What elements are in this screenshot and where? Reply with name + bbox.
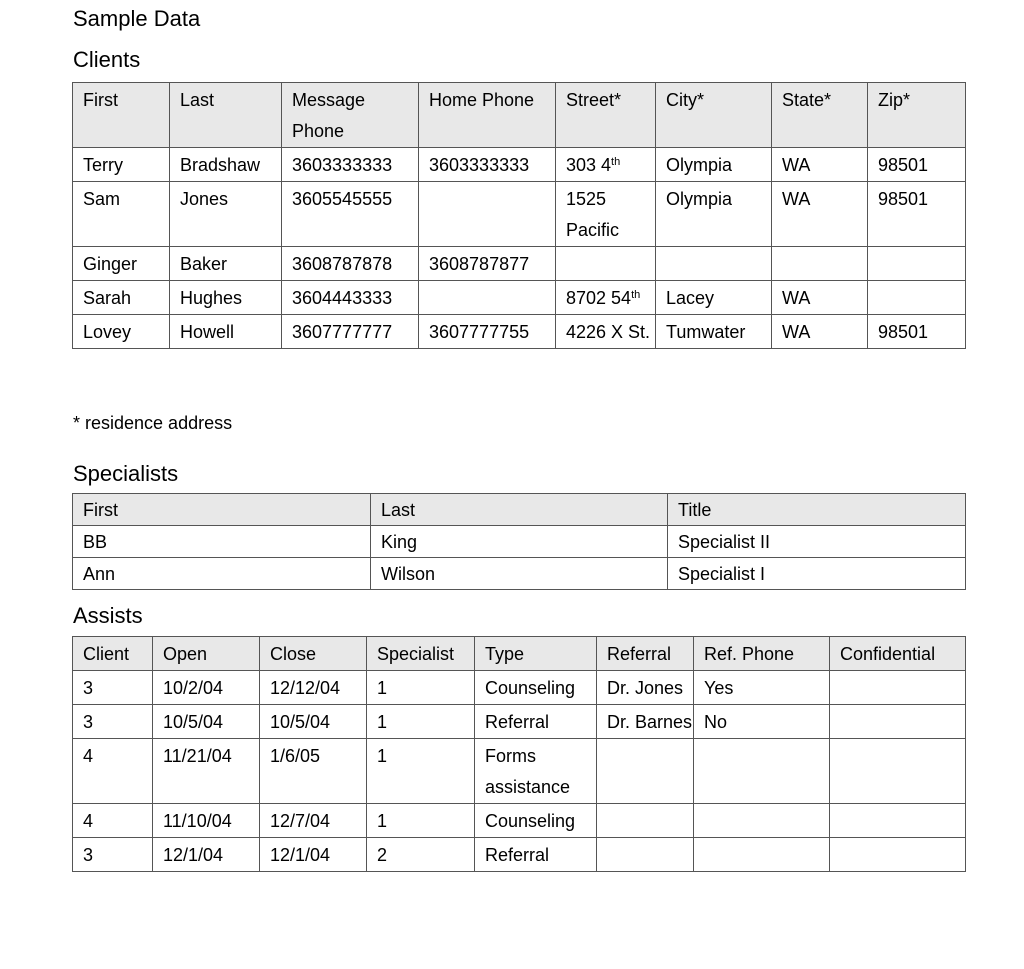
clients-header-cell: Street* [556, 83, 656, 148]
specialists-header-cell: Last [371, 494, 668, 526]
clients-cell: Tumwater [656, 315, 772, 349]
clients-cell: 3604443333 [282, 281, 419, 315]
specialists-cell: Specialist I [668, 558, 966, 590]
assists-row [73, 804, 966, 838]
clients-row [73, 315, 966, 349]
clients-cell: WA [772, 182, 868, 247]
clients-cell: 98501 [868, 148, 966, 182]
assists-cell [597, 804, 694, 838]
clients-cell: Baker [170, 247, 282, 281]
assists-cell: 4 [73, 739, 153, 804]
assists-cell [830, 705, 966, 739]
assists-header-cell: Ref. Phone [694, 637, 830, 671]
assists-cell: No [694, 705, 830, 739]
assists-heading: Assists [73, 603, 143, 628]
assists-cell [830, 804, 966, 838]
clients-cell: 3608787878 [282, 247, 419, 281]
clients-row [73, 247, 966, 281]
clients-cell [868, 281, 966, 315]
clients-cell: Olympia [656, 182, 772, 247]
assists-cell: Dr. Barnes [597, 705, 694, 739]
clients-row [73, 182, 966, 247]
clients-cell: 3607777755 [419, 315, 556, 349]
assists-cell: 1 [367, 705, 475, 739]
specialists-cell: King [371, 526, 668, 558]
clients-cell: 3607777777 [282, 315, 419, 349]
clients-cell: Howell [170, 315, 282, 349]
clients-cell: Sam [73, 182, 170, 247]
assists-cell: 4 [73, 804, 153, 838]
assists-header-cell: Referral [597, 637, 694, 671]
clients-header-cell: Home Phone [419, 83, 556, 148]
assists-cell: 1 [367, 671, 475, 705]
clients-cell: 3603333333 [282, 148, 419, 182]
clients-cell: Jones [170, 182, 282, 247]
assists-cell: 12/1/04 [260, 838, 367, 872]
clients-cell: 8702 54th [556, 281, 656, 315]
clients-cell: Olympia [656, 148, 772, 182]
assists-cell: 10/2/04 [153, 671, 260, 705]
assists-row [73, 739, 966, 804]
assists-cell: 12/1/04 [153, 838, 260, 872]
clients-cell [419, 182, 556, 247]
assists-header-cell: Specialist [367, 637, 475, 671]
assists-row [73, 705, 966, 739]
clients-cell [772, 247, 868, 281]
clients-cell: WA [772, 148, 868, 182]
clients-header-cell: First [73, 83, 170, 148]
clients-cell [868, 247, 966, 281]
assists-cell: Referral [475, 705, 597, 739]
clients-cell: Lovey [73, 315, 170, 349]
assists-cell: 1 [367, 739, 475, 804]
assists-cell: 1/6/05 [260, 739, 367, 804]
clients-cell [656, 247, 772, 281]
assists-cell [830, 838, 966, 872]
assists-header-cell: Open [153, 637, 260, 671]
clients-cell: 3603333333 [419, 148, 556, 182]
page-title: Sample Data [73, 6, 201, 31]
clients-header-cell: Zip* [868, 83, 966, 148]
assists-cell [830, 739, 966, 804]
assists-cell: 3 [73, 705, 153, 739]
clients-header-cell: City* [656, 83, 772, 148]
assists-header-cell: Confidential [830, 637, 966, 671]
clients-cell: 4226 X St. [556, 315, 656, 349]
assists-cell: 3 [73, 671, 153, 705]
clients-cell: 98501 [868, 315, 966, 349]
specialists-heading: Specialists [73, 461, 179, 486]
clients-table [72, 82, 966, 349]
clients-header-cell: State* [772, 83, 868, 148]
specialists-cell: Ann [73, 558, 371, 590]
specialists-body [73, 526, 966, 590]
assists-cell: 11/10/04 [153, 804, 260, 838]
specialists-table [72, 493, 966, 590]
assists-row [73, 838, 966, 872]
assists-body [73, 671, 966, 872]
assists-row [73, 671, 966, 705]
specialists-cell: Wilson [371, 558, 668, 590]
ordinal-suffix: th [611, 156, 621, 168]
clients-cell: WA [772, 281, 868, 315]
assists-cell: 11/21/04 [153, 739, 260, 804]
clients-cell: Hughes [170, 281, 282, 315]
assists-cell: 10/5/04 [260, 705, 367, 739]
ordinal-suffix: th [631, 289, 641, 301]
assists-header-cell: Close [260, 637, 367, 671]
assists-cell: Yes [694, 671, 830, 705]
clients-cell: 1525 Pacific [556, 182, 656, 247]
assists-cell [694, 838, 830, 872]
specialists-cell: Specialist II [668, 526, 966, 558]
clients-header-cell: Message Phone [282, 83, 419, 148]
clients-header-cell: Last [170, 83, 282, 148]
assists-cell: Referral [475, 838, 597, 872]
assists-cell: 10/5/04 [153, 705, 260, 739]
clients-cell: 3605545555 [282, 182, 419, 247]
assists-cell: Forms assistance [475, 739, 597, 804]
clients-body [73, 148, 966, 349]
assists-header-cell: Client [73, 637, 153, 671]
specialists-row [73, 526, 966, 558]
assists-cell: Dr. Jones [597, 671, 694, 705]
clients-cell: Terry [73, 148, 170, 182]
clients-cell: Sarah [73, 281, 170, 315]
assists-table [72, 636, 966, 872]
assists-cell: Counseling [475, 804, 597, 838]
specialists-header-cell: First [73, 494, 371, 526]
assists-cell [830, 671, 966, 705]
clients-header-row [73, 83, 966, 148]
assists-cell: 12/12/04 [260, 671, 367, 705]
clients-cell: Ginger [73, 247, 170, 281]
clients-cell [419, 281, 556, 315]
assists-cell [694, 804, 830, 838]
clients-cell: 98501 [868, 182, 966, 247]
specialists-header-row [73, 494, 966, 526]
assists-cell [597, 838, 694, 872]
clients-row [73, 281, 966, 315]
specialists-header-cell: Title [668, 494, 966, 526]
assists-cell: Counseling [475, 671, 597, 705]
assists-cell [597, 739, 694, 804]
assists-cell: 12/7/04 [260, 804, 367, 838]
clients-footnote: * residence address [73, 413, 233, 433]
assists-cell [694, 739, 830, 804]
assists-cell: 2 [367, 838, 475, 872]
clients-row [73, 148, 966, 182]
clients-cell [556, 247, 656, 281]
clients-heading: Clients [73, 47, 141, 72]
assists-cell: 1 [367, 804, 475, 838]
specialists-cell: BB [73, 526, 371, 558]
assists-header-cell: Type [475, 637, 597, 671]
clients-cell: 3608787877 [419, 247, 556, 281]
specialists-row [73, 558, 966, 590]
clients-cell: 303 4th [556, 148, 656, 182]
clients-cell: Bradshaw [170, 148, 282, 182]
clients-cell: Lacey [656, 281, 772, 315]
assists-cell: 3 [73, 838, 153, 872]
assists-header-row [73, 637, 966, 671]
clients-cell: WA [772, 315, 868, 349]
